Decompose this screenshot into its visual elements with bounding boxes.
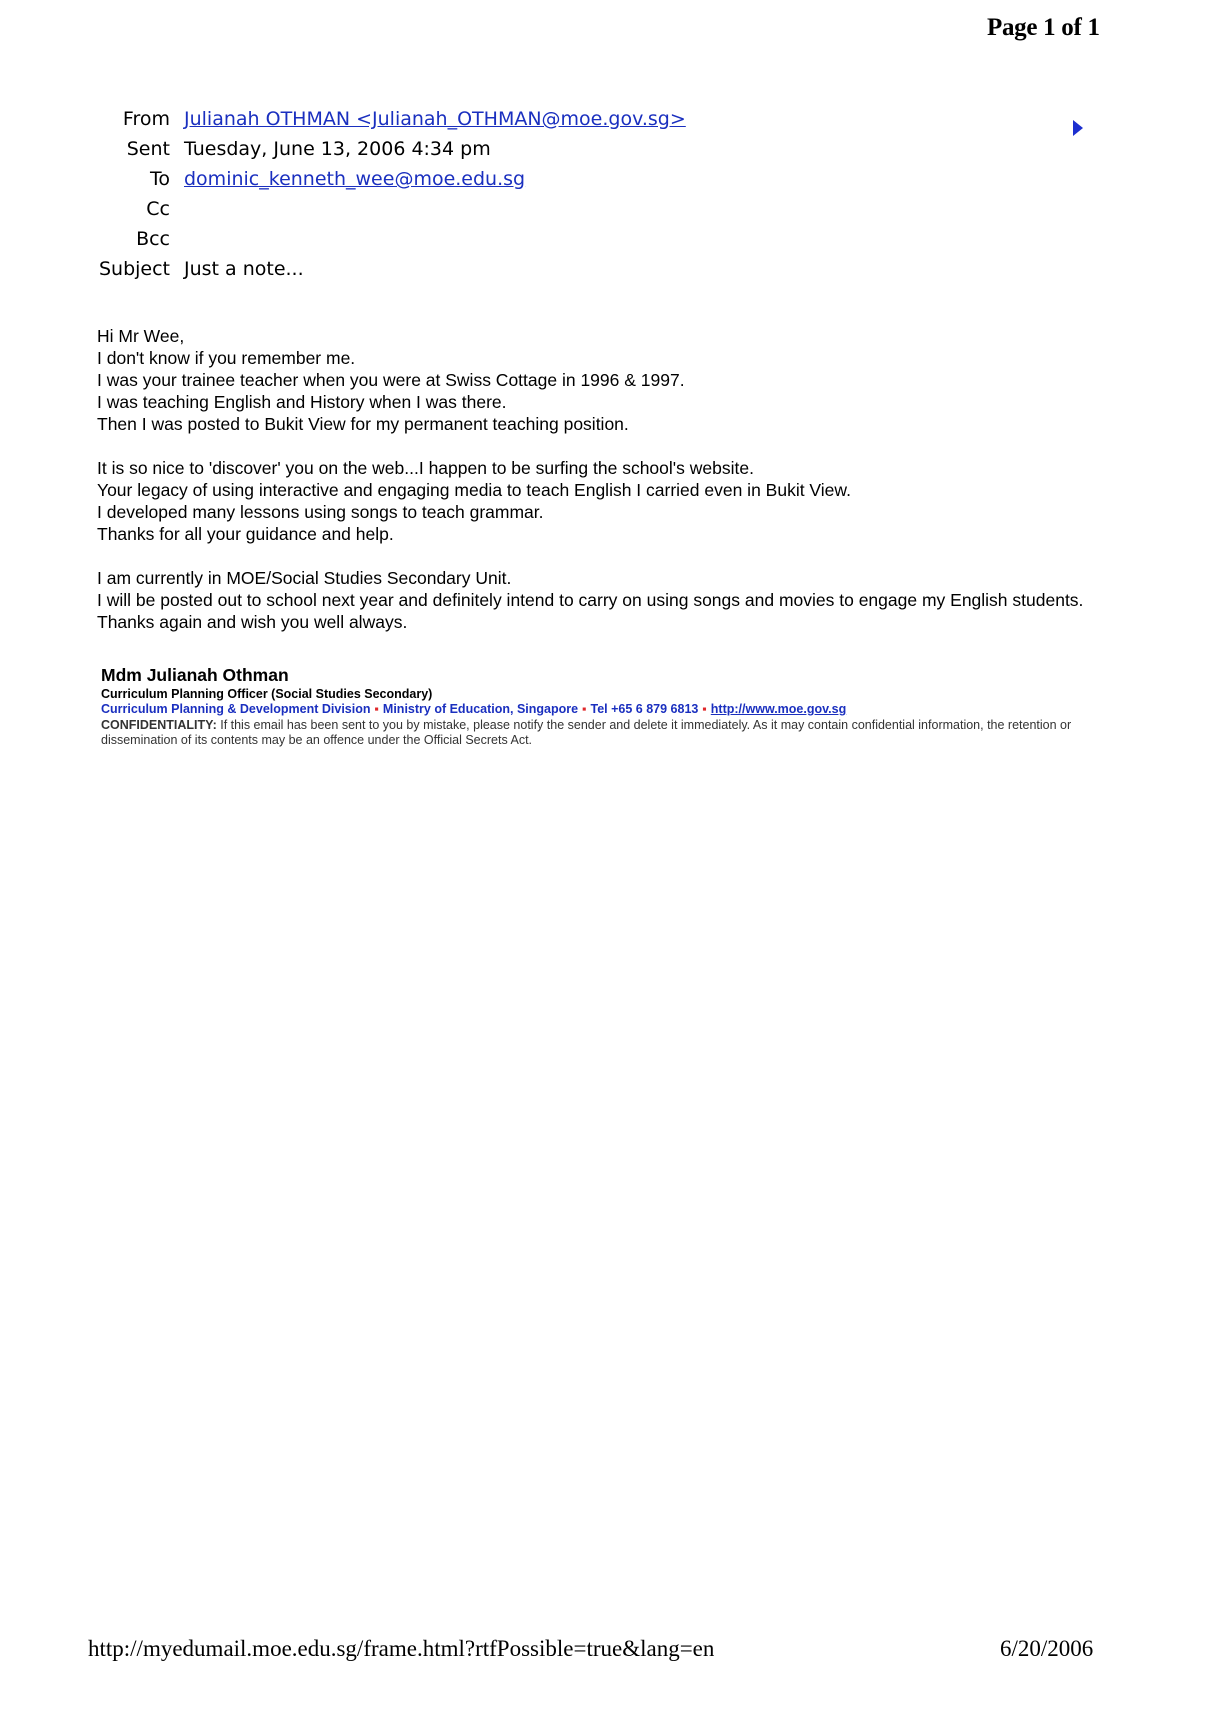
separator-bullet: ▪ xyxy=(702,702,707,716)
message-body xyxy=(97,325,1097,633)
to-address-link[interactable]: dominic_kenneth_wee@moe.edu.sg xyxy=(184,168,526,190)
bcc-label: Bcc xyxy=(136,228,170,250)
body-line: I am currently in MOE/Social Studies Secondary Unit. xyxy=(97,568,512,588)
footer-url: http://myedumail.moe.edu.sg/frame.html?rtfPossible=true&lang=en xyxy=(88,1636,715,1661)
signature-name: Mdm Julianah Othman xyxy=(101,665,289,685)
separator-bullet: ▪ xyxy=(582,702,587,716)
body-line: I will be posted out to school next year and definitely intend to carry on using songs and movies to engage my English students. xyxy=(97,590,1084,610)
subject-label: Subject xyxy=(98,258,170,280)
from-address-link[interactable]: Julianah OTHMAN <Julianah_OTHMAN@moe.gov.sg> xyxy=(184,108,686,130)
signature-tel: Tel +65 6 879 6813 xyxy=(590,702,699,716)
email-headers xyxy=(84,108,686,288)
cc-label: Cc xyxy=(146,198,170,220)
confidentiality-label: CONFIDENTIALITY: xyxy=(101,718,217,732)
from-row xyxy=(84,108,686,138)
to-row xyxy=(84,168,686,198)
paragraph xyxy=(97,325,1097,435)
subject-row xyxy=(84,258,686,288)
page-number: Page 1 of 1 xyxy=(987,14,1100,41)
body-line: Your legacy of using interactive and engaging media to teach English I carried even in Bukit View. xyxy=(97,480,851,500)
from-label: From xyxy=(122,108,170,130)
triangle-right-icon[interactable] xyxy=(1073,120,1083,136)
body-line: I was your trainee teacher when you were at Swiss Cottage in 1996 & 1997. xyxy=(97,370,685,390)
signature-ministry: Ministry of Education, Singapore xyxy=(382,702,579,716)
signature-contact xyxy=(101,702,1091,717)
body-line: I was teaching English and History when I was there. xyxy=(97,392,507,412)
body-line: Hi Mr Wee, xyxy=(97,326,185,346)
email-signature xyxy=(101,665,1091,748)
body-line: I developed many lessons using songs to teach grammar. xyxy=(97,502,544,522)
confidentiality-notice xyxy=(101,718,1091,748)
paragraph xyxy=(97,567,1097,633)
body-line: Thanks for all your guidance and help. xyxy=(97,524,394,544)
body-line: It is so nice to 'discover' you on the web...I happen to be surfing the school's website. xyxy=(97,458,754,478)
body-line: I don't know if you remember me. xyxy=(97,348,356,368)
signature-title: Curriculum Planning Officer (Social Studies Secondary) xyxy=(101,687,433,701)
bcc-row xyxy=(84,228,686,258)
signature-url-link[interactable]: http://www.moe.gov.sg xyxy=(710,702,847,716)
cc-row xyxy=(84,198,686,228)
subject-value: Just a note... xyxy=(184,258,304,280)
paragraph xyxy=(97,457,1097,545)
to-label: To xyxy=(149,168,170,190)
footer-date: 6/20/2006 xyxy=(1000,1636,1094,1661)
sent-label: Sent xyxy=(126,138,170,160)
separator-bullet: ▪ xyxy=(374,702,379,716)
sent-value: Tuesday, June 13, 2006 4:34 pm xyxy=(184,138,491,160)
signature-division: Curriculum Planning & Development Division xyxy=(101,702,371,716)
body-line: Thanks again and wish you well always. xyxy=(97,612,408,632)
body-line: Then I was posted to Bukit View for my permanent teaching position. xyxy=(97,414,629,434)
sent-row xyxy=(84,138,686,168)
confidentiality-text: If this email has been sent to you by mistake, please notify the sender and delete it immediately. As it may contain confidential information, the retention or dissemination of its contents may be an offence under the Official Secrets Act. xyxy=(101,718,1072,747)
